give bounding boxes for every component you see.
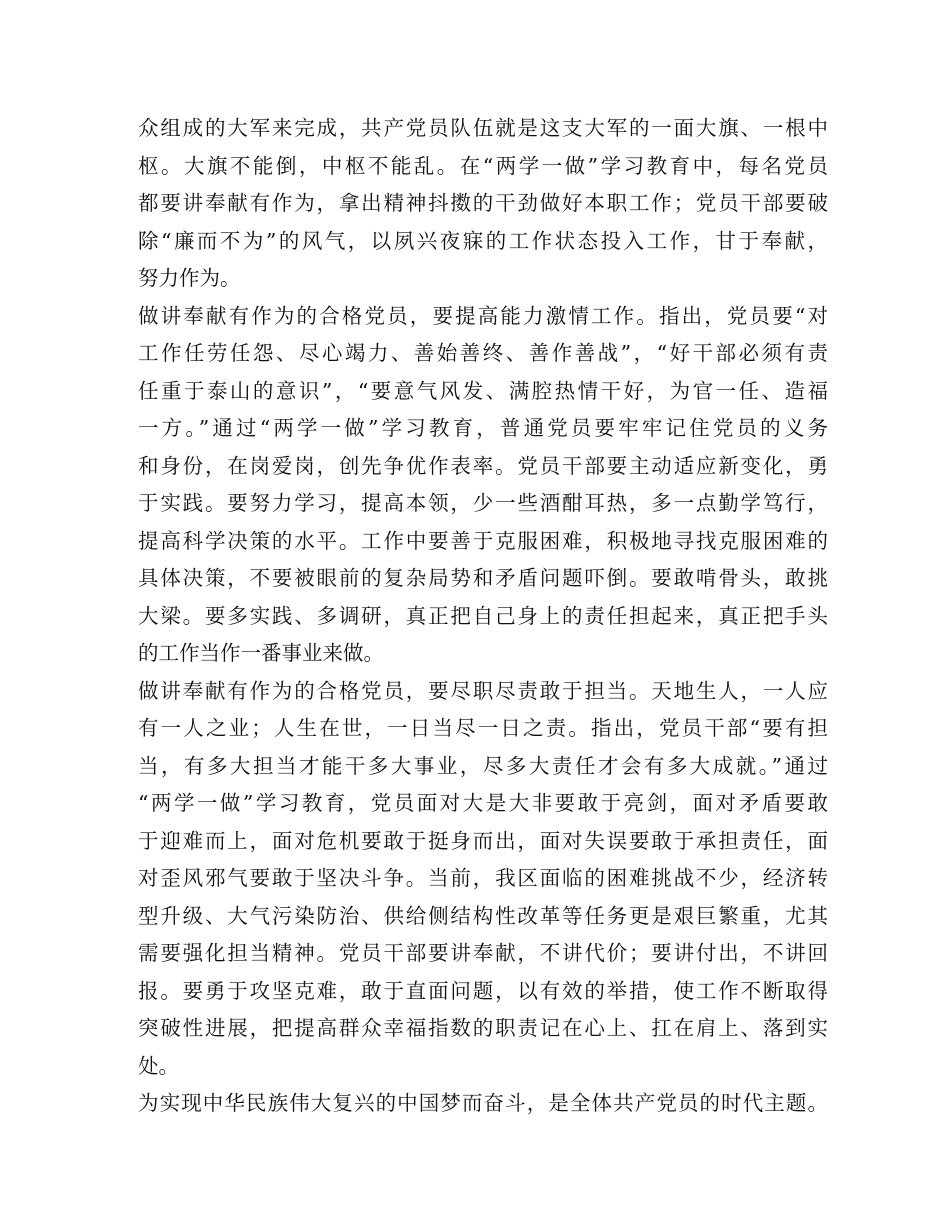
text-line: 的工作当作一番事业来做。	[138, 641, 384, 665]
text-line: 都要讲奉献有作为，拿出精神抖擞的干劲做好本职工作；党员干部要破	[138, 191, 828, 215]
text-line: 于迎难而上，面对危机要敢于挺身而出，面对失误要敢于承担责任，面	[138, 828, 828, 853]
paragraph-3	[138, 673, 828, 1086]
text-line: 具体决策，不要被眼前的复杂局势和矛盾问题吓倒。要敢啃骨头，敢挑	[138, 566, 828, 590]
text-line: 对歪风邪气要敢于坚决斗争。当前，我区面临的困难挑战不少，经济转	[138, 866, 828, 890]
text-line: 需要强化担当精神。党员干部要讲奉献，不讲代价；要讲付出，不讲回	[138, 941, 828, 965]
text-line: 做讲奉献有作为的合格党员，要尽职尽责敢于担当。天地生人，一人应	[138, 678, 828, 703]
text-line: 型升级、大气污染防治、供给侧结构性改革等任务更是艰巨繁重，尤其	[138, 903, 828, 928]
text-line: 大梁。要多实践、多调研，真正把自己身上的责任担起来，真正把手头	[138, 603, 828, 628]
text-line: 突破性进展，把提高群众幸福指数的职责记在心上、扛在肩上、落到实	[138, 1016, 828, 1040]
text-line: 报。要勇于攻坚克难，敢于直面问题，以有效的举措，使工作不断取得	[138, 978, 828, 1003]
text-line: “两学一做”学习教育，党员面对大是大非要敢于亮剑，面对矛盾要敢	[138, 791, 828, 815]
text-line: 做讲奉献有作为的合格党员，要提高能力激情工作。指出，党员要“对	[138, 303, 828, 328]
text-line: 除“廉而不为”的风气，以夙兴夜寐的工作状态投入工作，甘于奉献，	[138, 228, 828, 253]
text-line: 众组成的大军来完成，共产党员队伍就是这支大军的一面大旗、一根中	[138, 116, 828, 140]
document-body	[138, 110, 828, 1123]
paragraph-1	[138, 110, 828, 298]
text-line: 当，有多大担当才能干多大事业，尽多大责任才会有多大成就。”通过	[138, 753, 828, 778]
text-line: 和身份，在岗爱岗，创先争优作表率。党员干部要主动适应新变化，勇	[138, 453, 828, 478]
text-line: 工作任劳任怨、尽心竭力、善始善终、善作善战”，“好干部必须有责	[138, 341, 828, 365]
text-line: 任重于泰山的意识”，“要意气风发、满腔热情干好，为官一任、造福	[138, 378, 828, 403]
text-line: 枢。大旗不能倒，中枢不能乱。在“两学一做”学习教育中，每名党员	[138, 153, 828, 178]
text-line: 一方。”通过“两学一做”学习教育，普通党员要牢牢记住党员的义务	[138, 416, 828, 440]
text-line: 努力作为。	[138, 266, 241, 290]
text-line: 于实践。要努力学习，提高本领，少一些酒酣耳热，多一点勤学笃行，	[138, 491, 828, 515]
text-line: 处。	[138, 1053, 179, 1078]
paragraph-2	[138, 298, 828, 673]
text-line: 有一人之业；人生在世，一日当尽一日之责。指出，党员干部“要有担	[138, 716, 828, 740]
text-line: 提高科学决策的水平。工作中要善于克服困难，积极地寻找克服困难的	[138, 528, 828, 553]
paragraph-4	[138, 1085, 828, 1123]
text-line: 为实现中华民族伟大复兴的中国梦而奋斗，是全体共产党员的时代主题。	[138, 1091, 828, 1115]
